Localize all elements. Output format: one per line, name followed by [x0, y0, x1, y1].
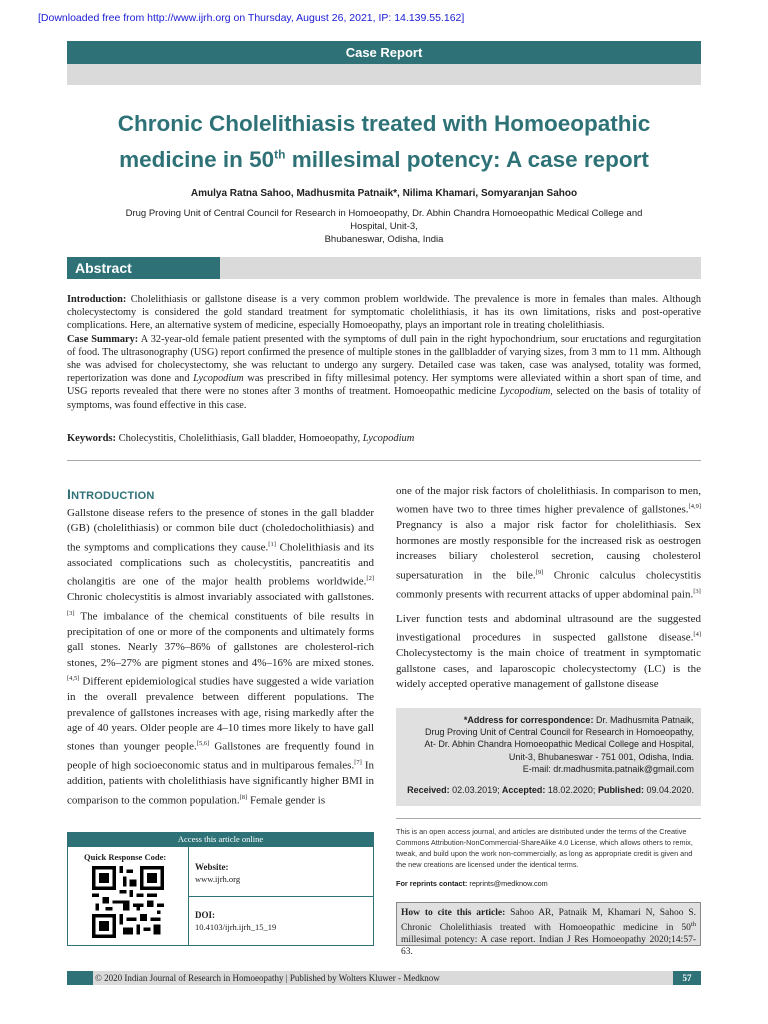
intro-paragraph-2: Liver function tests and abdominal ultrasound are the suggested investigational procedures in suspected gallstone disease.[4] Cholecystectomy is the main choice of treatment in symptomatic gallstone cases, and laparoscopic cholecystectomy (LC) is the widely accepted operative management of gallstone disease — [396, 612, 701, 691]
case-report-banner: Case Report — [67, 41, 701, 64]
title-line-1: Chronic Cholelithiasis treated with Homoeopathic — [117, 111, 651, 136]
divider — [396, 818, 701, 819]
intro-paragraph-1-cont: one of the major risk factors of cholelithiasis. In comparison to men, women have two to three times higher prevalence of gallstones.[4,9] Pregnancy is also a major risk factor for cholelithiasis. Sex hormones are mostly responsible for the increased risk as oestrogen increases biliary cholesterol secretion, causing cholesterol supersaturation in the bile.[9] Chronic calculus cholecystitis commonly presents with recurrent attacks of upper abdominal pain.[3] — [396, 485, 701, 601]
page-number: 57 — [673, 971, 701, 985]
citation-text: How to cite this article: Sahoo AR, Patnaik M, Khamari N, Sahoo S. Chronic Cholelithiasis treated with Homoeopathic medicine in 50th millesimal potency: A case report. Indian J Res Homoeopathy 2020;14:57-63. — [401, 908, 696, 958]
divider — [67, 460, 701, 461]
abstract-heading: Abstract — [67, 257, 220, 279]
affiliation: Drug Proving Unit of Central Council for Research in Homoeopathy, Dr. Abhin Chandra Homoeopathic Medical College and Hospital, Unit-3, Bhubaneswar, Odisha, India — [125, 208, 643, 245]
website-link[interactable]: www.ijrh.org — [195, 874, 241, 884]
title-line-2: medicine in 50th millesimal potency: A case report — [119, 146, 649, 172]
qr-code-icon[interactable] — [92, 866, 164, 938]
abstract-body — [67, 293, 701, 412]
correspondence-address: *Address for correspondence: Dr. Madhusmita Patnaik, Drug Proving Unit of Central Council for Research in Homoeopathy, At- Dr. Abhin Chandra Homoeopathic Medical College and Hospital, Unit-3, Bhubaneswar - 751 001, Odisha, India. E-mail: dr.madhusmita.patnaik@gmail.com — [424, 715, 694, 774]
doi-label: DOI: — [195, 910, 215, 920]
download-note: [Downloaded free from http://www.ijrh.org on Thursday, August 26, 2021, IP: 14.139.55.162] — [38, 12, 465, 24]
article-dates: Received: 02.03.2019; Accepted: 18.02.2020; Published: 09.04.2020. — [407, 785, 694, 795]
website-label: Website: — [195, 862, 229, 872]
abstract-heading-strip — [220, 257, 701, 279]
license-notice: This is an open access journal, and articles are distributed under the terms of the Creative Commons Attribution-NonCommercial-ShareAlike 4.0 License, which allows others to remix, tweak, and build upon the work non-commercially, as long as appropriate credit is given and the new creations are licensed under the identical terms. — [396, 827, 693, 869]
right-column-text — [396, 484, 701, 702]
abstract-case-summary: Case Summary: A 32-year-old female patient presented with the symptoms of dull pain in the right hypochondrium, sour eructations and regurgitation of food. The ultrasonography (USG) report confirmed the presence of multiple stones in the gallbladder of varying sizes, from 3 mm to 11 mm. Although she was advised for cholecystectomy, she was reluctant to undergo any surgery. Detailed case was taken, case was analysed, totality was formed, repertorization was done and Lycopodium was prescribed in fifty millesimal potency. Her symptoms were alleviated within a short span of time, and USG reports revealed that there were no stones after 3 months of treatment. Homoeopathic medicine Lycopodium, selected on the basis of totality of symptoms, was found effective in this case. — [67, 333, 702, 411]
authors: Amulya Ratna Sahoo, Madhusmita Patnaik*, Nilima Khamari, Somyaranjan Sahoo — [190, 188, 578, 199]
article-title — [67, 108, 701, 175]
access-divider-horizontal — [188, 896, 374, 897]
introduction-heading: INTRODUCTION — [67, 486, 155, 502]
doi-link[interactable]: 10.4103/ijrh.ijrh_15_19 — [195, 922, 277, 932]
footer-accent — [67, 971, 93, 985]
reprints-email[interactable]: reprints@medknow.com — [467, 879, 548, 888]
intro-paragraph-1: Gallstone disease refers to the presence of stones in the gall bladder (GB) (cholelithiasis) or common bile duct (choledocholithiasis) and the symptoms and complications they cause.[1] Cholelithiasis and its associated complications such as cholecystitis, pancreatitis and cholangitis are one of the major health problems worldwide.[2] Chronic cholecystitis is almost invariably associated with gallstones.[3] The imbalance of the chemical constituents of bile results in precipitation of one or more of the components and ultimately forms gall stones. Nearly 37%–86% of gallstones are cholesterol-rich stones, 2%–27% are pigment stones and 4%–16% are mixed stones.[4,5] Different epidemiological studies have suggested a wide variation in the overall prevalence between different populations. The prevalence of gallstones increases with age, rising markedly after the age of 40 years. Older people are 4–10 times more likely to have gall stones than younger people.[5,6] Gallstones are frequently found in people of high socioeconomic status and in multiparous females.[7] In addition, patients with cholelithiasis have significantly higher BMI in comparison to the common population.[8] Female gender is — [67, 507, 374, 807]
footer-copyright: © 2020 Indian Journal of Research in Homoeopathy | Published by Wolters Kluwer - Medknow — [95, 973, 440, 983]
abstract-introduction: Introduction: Cholelithiasis or gallstone disease is a very common problem worldwide. The prevalence is more in females than males. Although cholecystectomy is considered the gold standard treatment for symptomatic cholelithiasis, it has its own limitations, risks and post-operative complications. Here, an alternative system of medicine, especially Homoeopathy, plays an important role in treating cholelithiasis. — [67, 294, 701, 332]
access-online-heading: Access this article online — [67, 832, 374, 847]
banner-gray-strip — [67, 64, 701, 85]
qr-code-label: Quick Response Code: — [84, 852, 167, 862]
correspondence-email[interactable]: E-mail: dr.madhusmita.patnaik@gmail.com — [522, 763, 694, 774]
reprints-contact: For reprints contact: reprints@medknow.com — [396, 879, 548, 888]
left-column-text — [67, 506, 374, 818]
keywords: Keywords: Cholecystitis, Cholelithiasis, Gall bladder, Homoeopathy, Lycopodium — [67, 433, 415, 444]
